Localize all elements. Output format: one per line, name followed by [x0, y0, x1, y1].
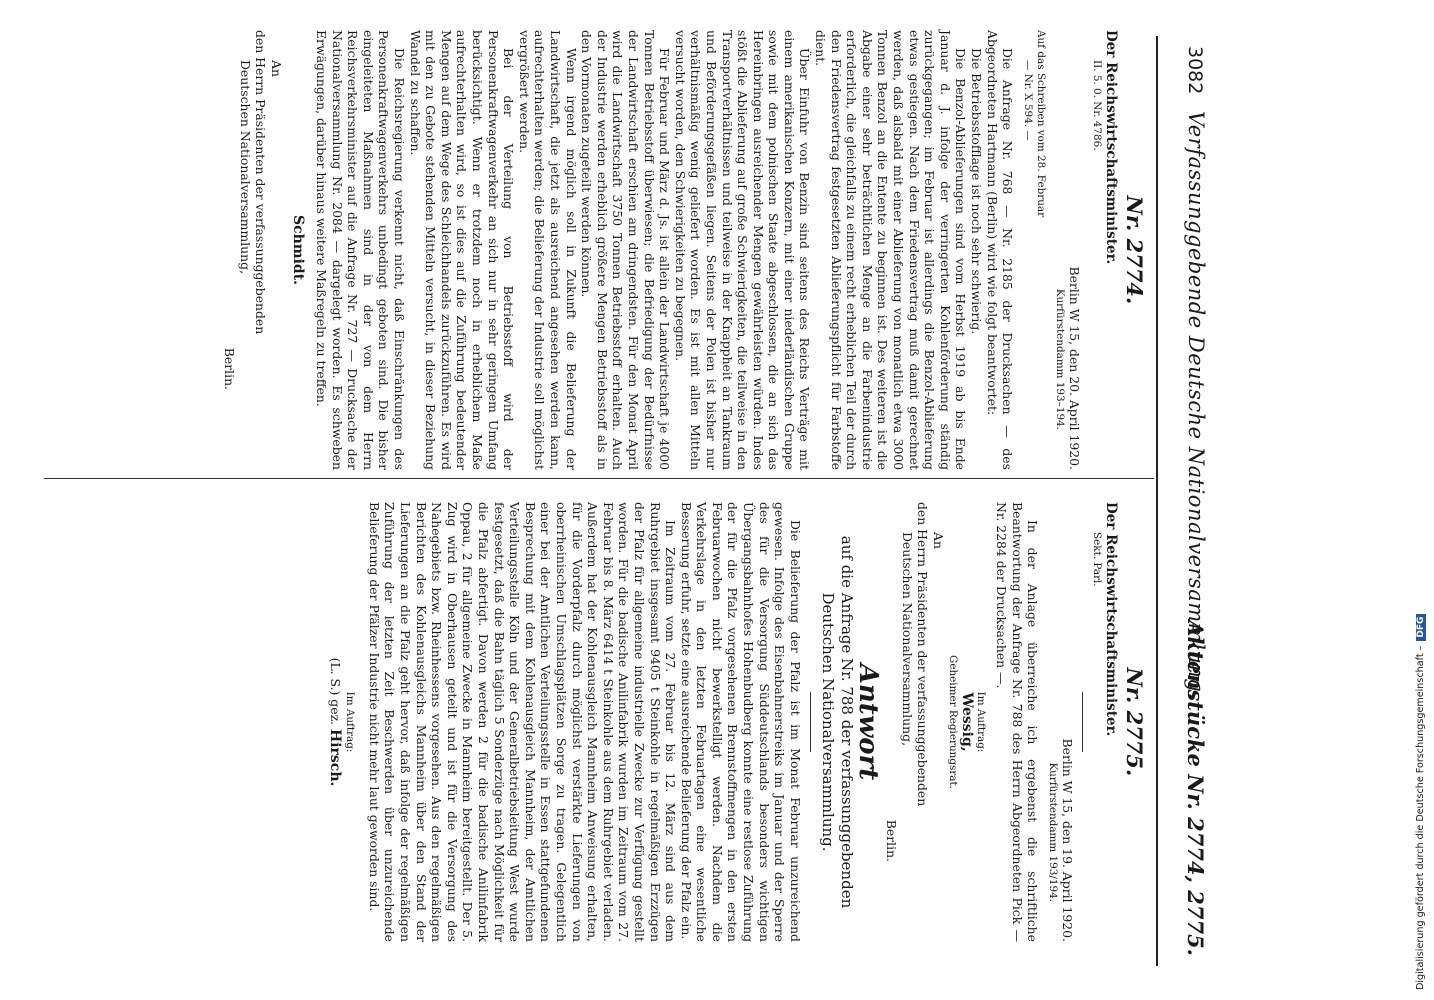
credit-text: Digitalisierung gefördert durch die Deutsche Forschungsgemeinschaft – [1415, 645, 1426, 990]
addressee-city: Berlin. [884, 819, 900, 862]
document-number: Nr. 2775. [1122, 667, 1147, 777]
on-behalf: Im Auftrag: [344, 691, 357, 753]
paragraph: Bei der Verteilung von Betriebsstoff wird der Personenkraftwagenverkehr an sich nur in sehr geringem Umfang berücksichtigt. Wenn er trotzdem noch in erheblichem Maße aufrechterhalten wird, so ist dies auf die Zuführung bedeutender Mengen auf dem Wege des Schleichhandels zurückzuführen. Es wird mit den zu Gebote stehenden Mitteln versucht, in dieser Beziehung Wandel zu schaffen. [407, 30, 517, 470]
sender: Der Reichswirtschaftsminister. [1103, 30, 1120, 265]
paragraph: Wenn irgend möglich soll in Zukunft die Belieferung der Landwirtschaft, die jetzt als ausreichend angesehen werden kann, aufrechterhalten werden; die Belieferung der Industrie soll möglichst vergrößert werden. [516, 30, 579, 470]
paragraph: Die Betriebsstofflage ist noch sehr schwierig. [969, 48, 985, 335]
page-number: 3082 [1184, 46, 1206, 95]
signer: Wessig, [959, 692, 976, 752]
left-column [222, 30, 1147, 470]
paragraph: Die Reichsregierung verkennt nicht, daß Einschränkungen des Personenkraftwagenverkehrs unbedingt geboten sind. Die bisher eingeleiteten Maßnahmen sind in der von dem Herrn Reichsverkehrsminister auf die Anfrage Nr. 727 — Drucksache der Nationalversammlung Nr. 2084 — dargelegt worden. Es schweben Erwägungen, darüber hinaus weitere Maßregeln zu treffen. [314, 30, 408, 470]
header-rule [1156, 36, 1158, 966]
signature-line [327, 502, 344, 942]
dateline: Berlin W 15, den 20. April 1920. [1066, 266, 1082, 470]
page-header [1174, 16, 1234, 966]
section-title: Aktenstücke Nr. 2774, 2775. [1183, 620, 1208, 956]
addressee-label: An [268, 60, 284, 77]
on-behalf: Im Auftrag: [975, 691, 988, 753]
addressee-label: An [930, 532, 946, 549]
regarding: Auf das Schreiben vom 28. Februar [1035, 30, 1048, 218]
paragraph: Im Zeitraum vom 27. Februar bis 12. März sind aus dem Ruhrgebiet insgesamt 9405 t Steinkohle in regelmäßigen Erzzügen der Pfalz für allgemeine industrielle Zwecke zur Verfügung gestellt worden. Für die badische Anilinfabrik wurden im Zeitraum vom 27. Februar bis 8. März 6414 t Steinkohle aus dem Ruhrgebiet verladen. Außerdem hat der Kohlenausgleich Mannheim Anweisung erhalten, für die Vorderpfalz durch möglichst verstärkte Lieferungen von oberrheinischen Umschlagsplätzen Sorge zu tragen. Gelegentlich einer bei der Amtlichen Verteilungsstelle in Essen stattgefundenen Besprechung mit dem Kohlenausgleich Mannheim, der Amtlichen Verteilungsstelle Köln und der Generalbetriebsleitung West wurde festgesetzt, daß die Bahn täglich 5 Sonderzüge nach Möglichkeit für die Pfalz abfertigt. Davon werden 2 für die badische Anilinfabrik Oppau, 2 für allgemeine Zwecke in Mannheim bereitgestellt. Der 5. Zug wird in Oberhausen geteilt und ist für die Versorgung des Nahegebiets bzw. Rheinhessens vorgesehen. Aus den regelmäßigen Berichten des Kohlenausgleichs Mannheim über den Stand der Lieferungen an die Pfalz geht hervor, daß infolge der regelmäßigen Zuführung der letzten Zeit Beschwerden über unzureichende Belieferung der Pfälzer Industrie nicht mehr laut geworden sind. [366, 502, 679, 942]
reference: II. 5. 0. Nr. 4786. [1090, 60, 1103, 151]
regarding-ref: — Nr. X 594. — [1022, 60, 1035, 141]
sender: Der Reichswirtschaftsminister. [1103, 502, 1120, 737]
rotated-document [44, 16, 1234, 966]
signer-title: Geheimer Regierungsrat. [946, 655, 959, 789]
address: Kurfürstendamm 193/194. [1047, 762, 1060, 902]
running-title: Verfassunggebende Deutsche Nationalversammlung. [1184, 111, 1208, 700]
dateline: Berlin W 15, den 19. April 1920. [1059, 738, 1075, 942]
paragraph: Die Belieferung der Pfalz ist im Monat Februar unzureichend gewesen. Infolge des Eisenbahnerstreiks im Januar und der Sperre des für die Versorgung Süddeutschlands besonders wichtigen Übergangsbahnhofes Hohenbudberg konnte eine restlose Zuführung der für die Pfalz vorgesehenen Brennstoffmengen in den ersten Februarwochen nicht bewerkstelligt werden. Nachdem die Verkehrslage in den letzten Februartagen eine wesentliche Besserung erfuhr, setzte eine ausreichende Belieferung der Pfalz ein. [678, 502, 803, 942]
answer-subtitle: auf die Anfrage Nr. 788 der verfassunggebenden [837, 535, 856, 909]
signature: Schmidt. [290, 214, 307, 286]
divider [1082, 692, 1083, 752]
digitization-credit [1415, 0, 1434, 990]
paragraph: Die Benzol-Ablieferungen sind vom Herbst 1919 ab bis Ende Januar d. J. infolge der verringerten Kohlenförderung ständig zurückgegangen; im Februar ist allerdings die Benzol-Ablieferung etwas gestiegen. Nach dem Friedensvertrag muß damit gerechnet werden, daß alsbald mit einer Ablieferung von monatlich etwa 3000 Tonnen Benzol an die Entente zu beginnen ist. Des weiteren ist die Abgabe einer sehr beträchtlichen Menge an die Farbenindustrie erforderlich, die gleichfalls zu einem recht erheblichen Teil der durch den Friedensvertrag festgesetzten Ablieferungspflicht für Farbstoffe dient. [813, 30, 969, 470]
dfg-logo: DFG [1416, 614, 1426, 641]
right-column [327, 502, 1147, 942]
address: Kurfürstendamm 193–194. [1054, 288, 1067, 430]
answer-title: Antwort [853, 663, 884, 781]
column-divider [44, 478, 1154, 479]
reference: Sekt. Parl. [1090, 532, 1103, 587]
paragraph: Über Einfuhr von Benzin sind seitens des Reichs Verträge mit einem amerikanischen Konzern, mit einer niederländischen Gruppe sowie mit dem polnischen Staate abgeschlossen, die an sich das Hereinbringen ausreichender Mengen gewährleisten würden. Indes stößt die Ablieferung auf große Schwierigkeiten, die teilweise in den Transportverhältnissen und teilweise in der Knappheit an Tankraum und Beförderungsgefäßen liegen. Seitens der Polen ist bisher nur verhältnismäßig wenig geliefert worden. Es ist mit allen Mitteln versucht worden, den Schwierigkeiten zu begegnen. [672, 30, 813, 470]
seal: (L. S.) gez. [328, 657, 344, 726]
paragraph: Die Anfrage Nr. 768 — Nr. 2185 der Drucksachen — des Abgeordneten Hartmann (Berlin) wird wie folgt beantwortet: [984, 30, 1016, 470]
cover-letter: In der Anlage überreiche ich ergebenst die schriftliche Beantwortung der Anfrage Nr. 788 des Herrn Abgeordneten Pick — Nr. 2284 der Drucksachen —. [994, 502, 1041, 942]
addressee-line: den Herrn Präsidenten der verfassunggebenden [915, 502, 931, 807]
answer-subtitle: Deutschen Nationalversammlung. [818, 592, 837, 852]
addressee-line: Deutschen Nationalversammlung, [899, 532, 915, 747]
divider [810, 692, 811, 752]
signer: Hirsch. [327, 729, 344, 787]
paragraph: Für Februar und März d. Js. ist allein der Landwirtschaft je 4000 Tonnen Betriebsstoff überwiesen; die Befriedigung der Bedürfnisse der Landwirtschaft erschien am dringendsten. Für den Monat April wird die Landwirtschaft 3750 Tonnen Betriebsstoff erhalten. Auch der Industrie werden erheblich größere Mengen Betriebsstoff als in den Vormonaten zugeteilt werden können. [579, 30, 673, 470]
document-number: Nr. 2774. [1122, 195, 1147, 305]
addressee-line: Deutschen Nationalversammlung, [237, 60, 253, 275]
addressee-line: den Herrn Präsidenten der verfassunggebenden [253, 30, 269, 335]
addressee-city: Berlin. [222, 347, 238, 390]
